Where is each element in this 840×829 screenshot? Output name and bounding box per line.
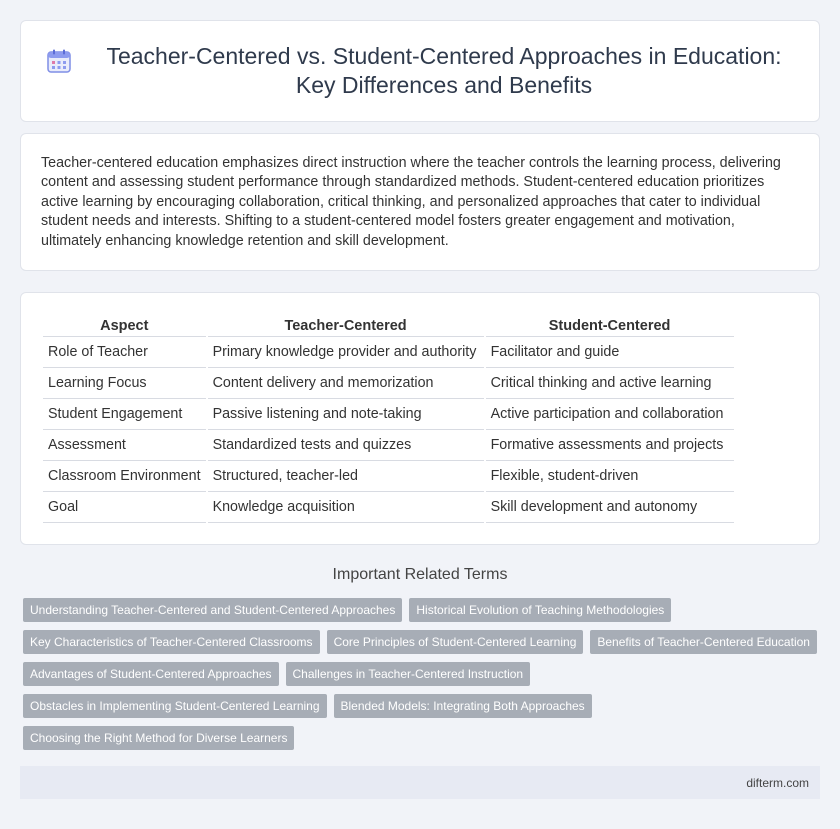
tag-row <box>23 662 823 686</box>
cell-teacher: Passive listening and note-taking <box>208 399 484 430</box>
tag-row <box>23 694 823 718</box>
cell-teacher: Knowledge acquisition <box>208 492 484 523</box>
header-teacher-centered: Teacher-Centered <box>208 313 484 337</box>
table-row <box>43 461 734 492</box>
table-row <box>43 368 734 399</box>
cell-teacher: Structured, teacher-led <box>208 461 484 492</box>
cell-aspect: Learning Focus <box>43 368 206 399</box>
table-row <box>43 492 734 523</box>
header-aspect: Aspect <box>43 313 206 337</box>
related-term-tag[interactable]: Benefits of Teacher-Centered Education <box>590 630 817 654</box>
table-header-row <box>43 313 734 337</box>
related-term-tag[interactable]: Choosing the Right Method for Diverse Learners <box>23 726 294 750</box>
cell-student: Critical thinking and active learning <box>486 368 734 399</box>
footer-site-link[interactable]: difterm.com <box>746 775 809 790</box>
tag-row <box>23 630 823 654</box>
related-terms-tags <box>23 598 823 758</box>
title-wrap <box>46 42 794 100</box>
related-term-tag[interactable]: Advantages of Student-Centered Approaches <box>23 662 279 686</box>
cell-teacher: Standardized tests and quizzes <box>208 430 484 461</box>
table-row <box>43 399 734 430</box>
header-student-centered: Student-Centered <box>486 313 734 337</box>
cell-aspect: Student Engagement <box>43 399 206 430</box>
cell-aspect: Assessment <box>43 430 206 461</box>
related-term-tag[interactable]: Historical Evolution of Teaching Methodologies <box>409 598 671 622</box>
comparison-table-card <box>20 292 820 545</box>
table-row <box>43 337 734 368</box>
tag-row <box>23 598 823 622</box>
table-row <box>43 430 734 461</box>
intro-paragraph: Teacher-centered education emphasizes direct instruction where the teacher controls the learning process, delivering content and assessing student performance through standardized methods. Student-centered education prioritizes active learning by encouraging collaboration, critical thinking, and personalized approaches that cater to individual student needs and interests. Shifting to a student-centered model fosters greater engagement and motivation, ultimately enhancing knowledge retention and skill development. <box>41 155 781 249</box>
related-term-tag[interactable]: Key Characteristics of Teacher-Centered Classrooms <box>23 630 320 654</box>
related-term-tag[interactable]: Core Principles of Student-Centered Learning <box>327 630 584 654</box>
intro-card <box>20 133 820 271</box>
cell-aspect: Role of Teacher <box>43 337 206 368</box>
related-term-tag[interactable]: Challenges in Teacher-Centered Instruction <box>286 662 531 686</box>
cell-student: Formative assessments and projects <box>486 430 734 461</box>
cell-student: Active participation and collaboration <box>486 399 734 430</box>
related-term-tag[interactable]: Obstacles in Implementing Student-Centered Learning <box>23 694 327 718</box>
cell-aspect: Goal <box>43 492 206 523</box>
calendar-icon <box>46 48 72 74</box>
cell-student: Flexible, student-driven <box>486 461 734 492</box>
title-card <box>20 20 820 122</box>
related-term-tag[interactable]: Understanding Teacher-Centered and Student-Centered Approaches <box>23 598 402 622</box>
cell-student: Skill development and autonomy <box>486 492 734 523</box>
tag-row <box>23 726 823 750</box>
cell-teacher: Content delivery and memorization <box>208 368 484 399</box>
related-term-tag[interactable]: Blended Models: Integrating Both Approaches <box>334 694 592 718</box>
cell-teacher: Primary knowledge provider and authority <box>208 337 484 368</box>
related-terms-title: Important Related Terms <box>332 566 508 583</box>
cell-student: Facilitator and guide <box>486 337 734 368</box>
page-title: Teacher-Centered vs. Student-Centered Approaches in Education: Key Differences and Benefits <box>106 43 782 98</box>
comparison-table <box>41 313 736 523</box>
cell-aspect: Classroom Environment <box>43 461 206 492</box>
footer <box>20 766 820 799</box>
